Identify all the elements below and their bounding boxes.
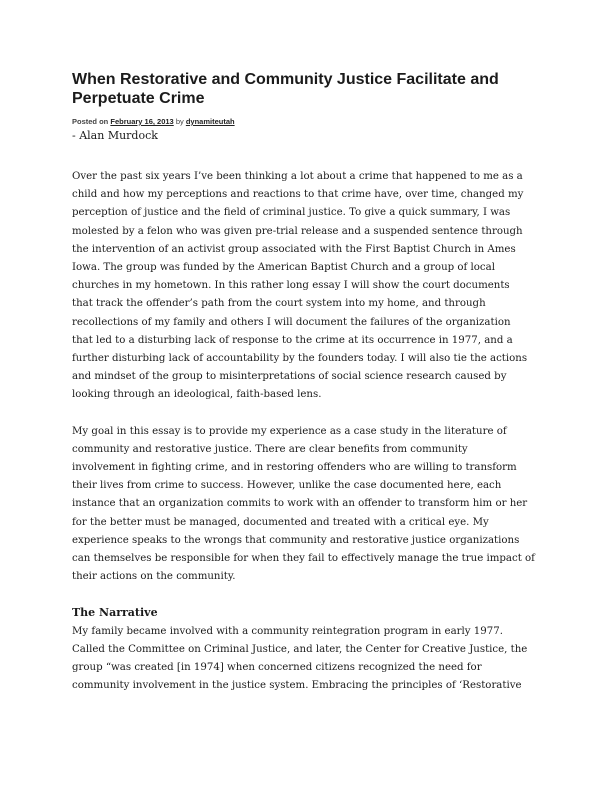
text-line: My family became involved with a community reintegration program in early 1977. <box>72 625 503 637</box>
text-line: and mindset of the group to misinterpretations of social science research caused by <box>72 371 507 383</box>
text-line: their actions on the community. <box>72 571 236 583</box>
text-line: that track the offender’s path from the court system into my home, and through <box>72 298 486 310</box>
article-body <box>72 168 552 695</box>
post-date-link[interactable]: February 16, 2013 <box>110 117 174 126</box>
text-line: molested by a felon who was given pre-trial release and a suspended sentence through <box>72 225 523 237</box>
byline: - Alan Murdock <box>72 129 158 142</box>
text-line: further disturbing lack of accountability by the founders today. I will also tie the actions <box>72 353 528 365</box>
section-heading: The Narrative <box>72 606 158 620</box>
text-line: My goal in this essay is to provide my experience as a case study in the literature of <box>72 425 507 437</box>
text-line: perception of justice and the field of criminal justice. To give a quick summary, I was <box>72 207 511 219</box>
text-line: community involvement in the justice system. Embracing the principles of ‘Restorative <box>72 680 522 692</box>
text-line: recollections of my family and others I will document the failures of the organization <box>72 316 511 328</box>
text-line: looking through an ideological, faith-based lens. <box>72 389 322 401</box>
section-paragraph <box>72 623 552 696</box>
text-line: can themselves be responsible for when they fail to effectively manage the true impact of <box>72 553 535 565</box>
posted-on-label: Posted on <box>72 117 109 126</box>
text-line: child and how my perceptions and reactions to that crime have, over time, changed my <box>72 189 524 201</box>
text-line: experience speaks to the wrongs that community and restorative justice organizations <box>72 534 520 546</box>
by-label: by <box>175 117 184 126</box>
text-line: that led to a disturbing lack of response to the crime at its occurrence in 1977, and a <box>72 334 513 346</box>
text-line: group “was created [in 1974] when concerned citizens recognized the need for <box>72 662 482 674</box>
paragraph-2 <box>72 423 552 587</box>
text-line: their lives from crime to success. However, unlike the case documented here, each <box>72 480 502 492</box>
text-line: churches in my hometown. In this rather long essay I will show the court documents <box>72 280 510 292</box>
article-title: When Restorative and Community Justice Facilitate and Perpetuate Crime <box>72 71 499 107</box>
paragraph-1 <box>72 168 552 405</box>
post-meta <box>72 117 235 127</box>
text-line: involvement in fighting crime, and in restoring offenders who are willing to transform <box>72 462 517 474</box>
author-link[interactable]: dynamiteutah <box>185 117 235 126</box>
text-line: Called the Committee on Criminal Justice, and later, the Center for Creative Justice, the <box>72 643 528 655</box>
text-line: instance that an organization commits to work with an offender to transform him or her <box>72 498 528 510</box>
text-line: Iowa. The group was funded by the American Baptist Church and a group of local <box>72 262 495 274</box>
text-line: Over the past six years I’ve been thinking a lot about a crime that happened to me as a <box>72 171 523 182</box>
text-line: the intervention of an activist group associated with the First Baptist Church in Ames <box>72 243 516 255</box>
text-line: community and restorative justice. There are clear benefits from community <box>72 443 468 455</box>
text-line: for the better must be managed, documented and treated with a critical eye. My <box>72 516 489 528</box>
